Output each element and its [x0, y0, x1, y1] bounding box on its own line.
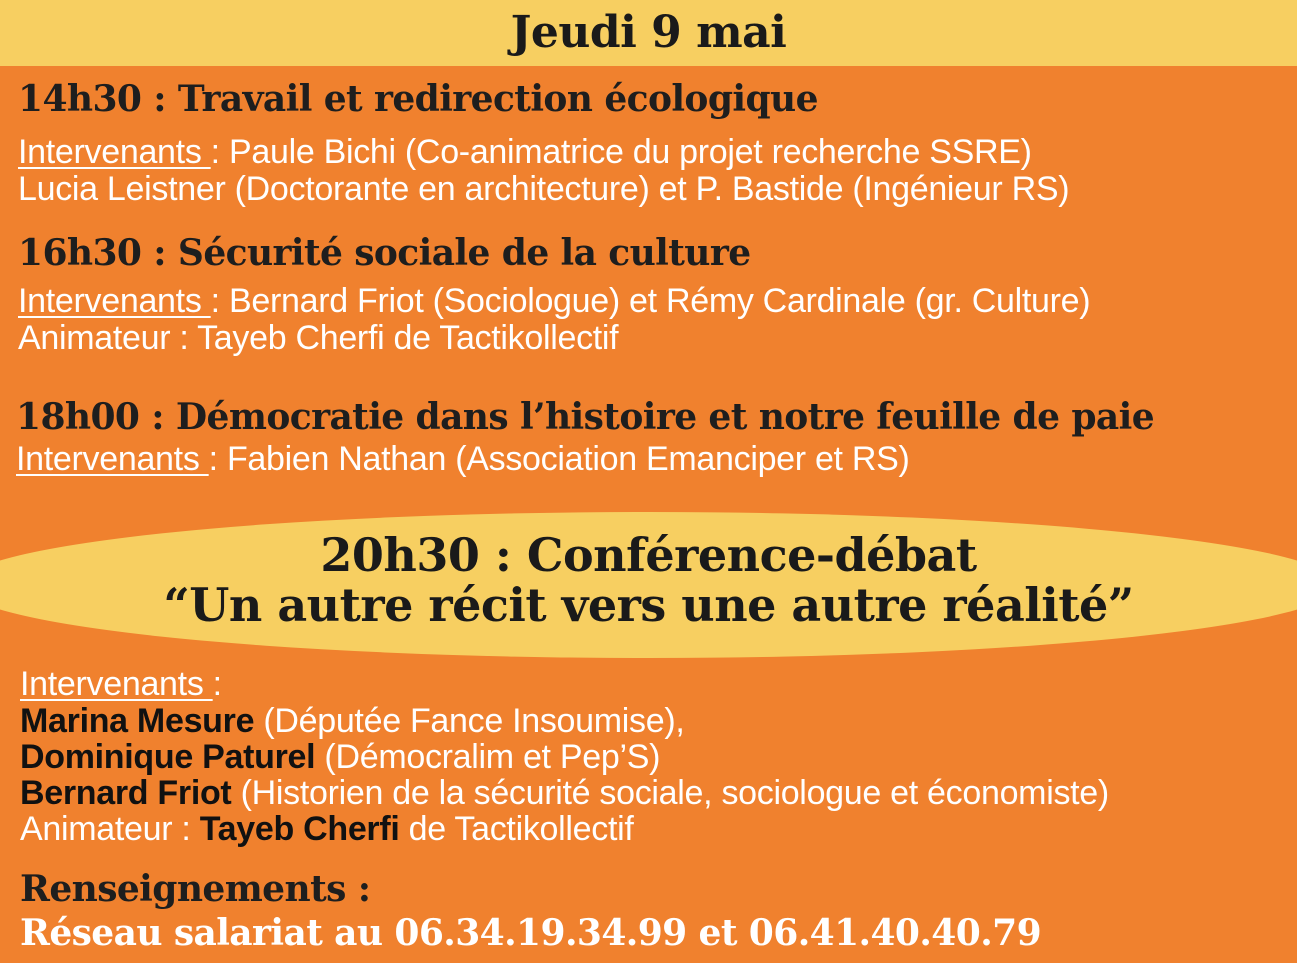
session-speakers-line — [16, 440, 910, 478]
conference-title: 20h30 : Conférence-débat — [320, 528, 977, 582]
speakers-text: Fabien Nathan (Association Emanciper et RS) — [226, 440, 910, 478]
speaker-item — [20, 775, 1109, 811]
speaker-name: Dominique Paturel — [20, 738, 316, 776]
speaker-name: Bernard Friot — [20, 774, 232, 812]
day-title: Jeudi 9 mai — [510, 7, 787, 58]
session-speakers-line — [18, 133, 1032, 171]
speaker-role: (Députée Fance Insoumise), — [254, 702, 685, 740]
speakers-text: Paule Bichi (Co-animatrice du projet recherche SSRE) — [228, 133, 1032, 171]
speakers-separator: : — [210, 133, 229, 171]
speaker-role: (Démocralim et Pep’S) — [315, 738, 661, 776]
speaker-item — [20, 703, 685, 739]
speakers-label: Intervenants — [18, 282, 211, 320]
conference-speakers-label-line — [20, 666, 222, 702]
moderator-suffix: de Tactikollectif — [399, 810, 634, 848]
moderator-text: Animateur : Tayeb Cherfi de Tactikollectif — [18, 319, 619, 357]
session-title-1630: 16h30 : Sécurité sociale de la culture — [18, 232, 751, 274]
speakers-text: Bernard Friot (Sociologue) et Rémy Cardinale (gr. Culture) — [228, 282, 1091, 320]
speakers-text-line2: Lucia Leistner (Doctorante en architecture) et P. Bastide (Ingénieur RS) — [18, 170, 1070, 208]
moderator-prefix: Animateur : — [20, 810, 200, 848]
session-title-1430: 14h30 : Travail et redirection écologique — [18, 78, 818, 120]
conference-subtitle: “Un autre récit vers une autre réalité” — [163, 578, 1134, 632]
speakers-label: Intervenants — [18, 133, 211, 171]
session-title-1800: 18h00 : Démocratie dans l’histoire et notre feuille de paie — [16, 396, 1155, 438]
speaker-item — [20, 739, 660, 775]
contact-title: Renseignements : — [20, 868, 371, 910]
speakers-separator: : — [208, 440, 227, 478]
speakers-separator: : — [212, 665, 222, 703]
speaker-name: Marina Mesure — [20, 702, 255, 740]
session-speakers-line — [18, 282, 1090, 320]
speakers-label: Intervenants — [20, 665, 213, 703]
speakers-separator: : — [210, 282, 229, 320]
contact-details: Réseau salariat au 06.34.19.34.99 et 06.41.40.40.79 — [20, 912, 1042, 954]
moderator-name: Tayeb Cherfi — [199, 810, 400, 848]
conference-moderator — [20, 811, 634, 847]
speakers-label: Intervenants — [16, 440, 209, 478]
speaker-role: (Historien de la sécurité sociale, sociologue et économiste) — [231, 774, 1109, 812]
